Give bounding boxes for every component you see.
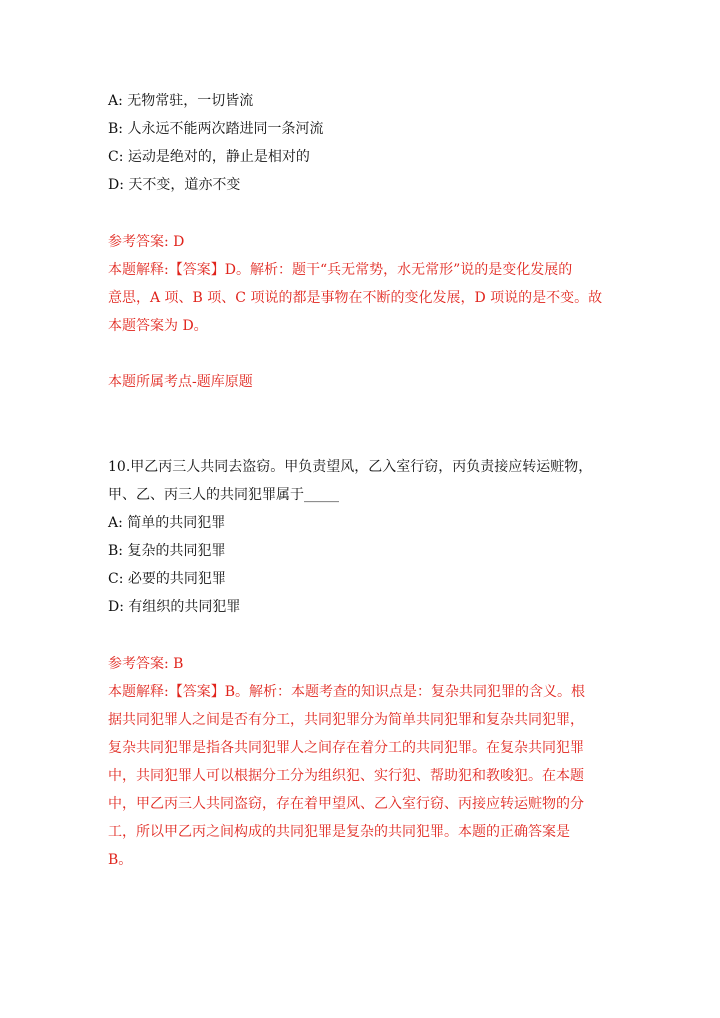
- reference-answer: 参考答案: B: [108, 656, 184, 672]
- explanation-line: 工，所以甲乙丙之间构成的共同犯罪是复杂的共同犯罪。本题的正确答案是: [108, 824, 570, 840]
- option-a: A: 简单的共同犯罪: [108, 515, 226, 531]
- option-b: B: 复杂的共同犯罪: [108, 543, 226, 559]
- explanation-line: B。: [108, 852, 133, 868]
- option-a: A: 无物常驻，一切皆流: [108, 93, 254, 109]
- explanation-line: 意思，A 项、B 项、C 项说的都是事物在不断的变化发展，D 项说的是不变。故: [108, 290, 603, 306]
- reference-answer: 参考答案: D: [108, 234, 185, 250]
- option-c: C: 运动是绝对的，静止是相对的: [108, 149, 310, 165]
- explanation-line: 中，共同犯罪人可以根据分工分为组织犯、实行犯、帮助犯和教唆犯。在本题: [108, 768, 584, 784]
- topic-source: 本题所属考点-题库原题: [108, 374, 253, 390]
- option-c: C: 必要的共同犯罪: [108, 571, 226, 587]
- option-d: D: 天不变，道亦不变: [108, 177, 241, 193]
- explanation-line: 复杂共同犯罪是指各共同犯罪人之间存在着分工的共同犯罪。在复杂共同犯罪: [108, 740, 584, 756]
- question-stem: 甲、乙、丙三人的共同犯罪属于_____: [108, 487, 339, 503]
- explanation-line: 据共同犯罪人之间是否有分工，共同犯罪分为简单共同犯罪和复杂共同犯罪，: [108, 712, 584, 728]
- explanation-line: 中，甲乙丙三人共同盗窃，存在着甲望风、乙入室行窃、丙接应转运赃物的分: [108, 796, 584, 812]
- question-stem: 10.甲乙丙三人共同去盗窃。甲负责望风，乙入室行窃，丙负责接应转运赃物，: [108, 459, 593, 475]
- explanation-line: 本题解释:【答案】D。解析：题干“兵无常势，水无常形”说的是变化发展的: [108, 262, 573, 278]
- option-b: B: 人永远不能两次踏进同一条河流: [108, 121, 324, 137]
- option-d: D: 有组织的共同犯罪: [108, 599, 241, 615]
- explanation-line: 本题答案为 D。: [108, 318, 208, 334]
- explanation-line: 本题解释:【答案】B。解析：本题考查的知识点是：复杂共同犯罪的含义。根: [108, 684, 586, 700]
